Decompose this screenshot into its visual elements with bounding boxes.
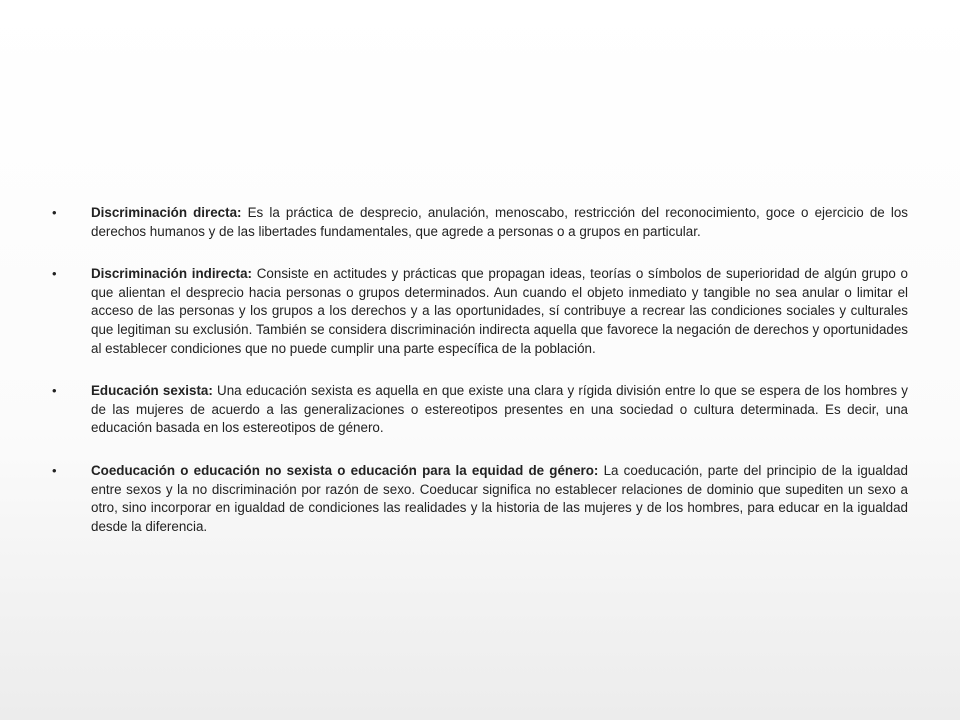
definition-discriminacion-indirecta xyxy=(52,265,908,358)
slide-content xyxy=(52,204,908,560)
definition-coeducacion xyxy=(52,462,908,536)
definition-list xyxy=(52,204,908,536)
bullet-icon: • xyxy=(52,266,57,282)
definition-text: Es la práctica de desprecio, anulación, menoscabo, restricción del reconocimiento, goce o ejercicio de los derechos humanos y de las libertades fundamentales, que agrede a personas o a grupos en particular. xyxy=(91,205,908,239)
definition-term: Educación sexista: xyxy=(91,383,213,399)
definition-text: Consiste en actitudes y prácticas que propagan ideas, teorías o símbolos de superioridad de algún grupo o que alientan el desprecio hacia personas o grupos determinados. Aun cuando el objeto inmediato y tangible no sea anular o limitar el acceso de las personas y los grupos a los derechos y a las oportunidades, sí contribuye a recrear las condiciones sociales y culturales que legitiman su exclusión. También se considera discriminación indirecta aquella que favorece la negación de derechos y oportunidades al establecer condiciones que no puede cumplir una parte específica de la población. xyxy=(91,266,908,356)
definition-term: Discriminación indirecta: xyxy=(91,266,253,282)
definition-term: Coeducación o educación no sexista o educación para la equidad de género: xyxy=(91,462,599,478)
definition-educacion-sexista xyxy=(52,382,908,438)
definition-text: Una educación sexista es aquella en que existe una clara y rígida división entre lo que se espera de los hombres y de las mujeres de acuerdo a las generalizaciones o estereotipos presentes en una sociedad o cultura determinada. Es decir, una educación basada en los estereotipos de género. xyxy=(91,383,908,436)
definition-text: La coeducación, parte del principio de la igualdad entre sexos y la no discriminación por razón de sexo. Coeducar significa no establecer relaciones de dominio que supediten un sexo a otro, sino incorporar en igualdad de condiciones las realidades y la historia de las mujeres y de los hombres, para educar en la igualdad desde la diferencia. xyxy=(91,462,909,534)
bullet-icon: • xyxy=(52,462,57,478)
definition-term: Discriminación directa: xyxy=(91,205,242,220)
bullet-icon: • xyxy=(52,383,57,399)
bullet-icon: • xyxy=(52,205,57,220)
definition-discriminacion-directa xyxy=(52,204,908,241)
